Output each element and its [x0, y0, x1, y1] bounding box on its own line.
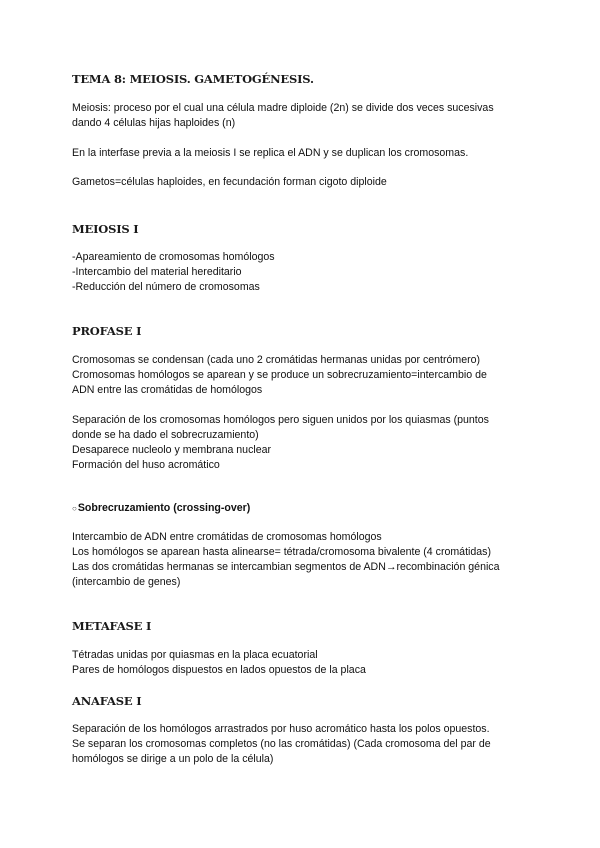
text-line: homólogos se dirige a un polo de la célula) — [72, 753, 274, 765]
intro-line-2: dando 4 células hijas haploides (n) — [72, 117, 236, 129]
text-line: Cromosomas homólogos se aparean y se produce un sobrecruzamiento=intercambio de — [72, 369, 487, 381]
metafase-i-heading: METAFASE I — [72, 619, 152, 633]
sobrecruzamiento-paragraph — [72, 530, 500, 590]
text-line: Separación de los homólogos arrastrados por huso acromático hasta los polos opuestos. — [72, 723, 490, 735]
text-line: (intercambio de genes) — [72, 576, 181, 588]
list-item: -Intercambio del material hereditario — [72, 266, 242, 278]
text-line: Formación del huso acromático — [72, 459, 220, 471]
anafase-i-paragraph — [72, 722, 491, 767]
text-line: Separación de los cromosomas homólogos pero siguen unidos por los quiasmas (puntos — [72, 414, 489, 426]
text-line: Intercambio de ADN entre cromátidas de cromosomas homólogos — [72, 531, 382, 543]
meiosis-i-list — [72, 250, 275, 295]
text-line: Tétradas unidas por quiasmas en la placa ecuatorial — [72, 649, 318, 661]
text-line: Desaparece nucleolo y membrana nuclear — [72, 444, 272, 456]
intro-line-4: Gametos=células haploides, en fecundación forman cigoto diploide — [72, 176, 387, 188]
intro-paragraph — [72, 101, 494, 131]
list-item: -Reducción del número de cromosomas — [72, 281, 260, 293]
sobrecruzamiento-heading — [72, 502, 250, 514]
text-line: Los homólogos se aparean hasta alinearse= tétrada/cromosoma bivalente (4 cromátidas) — [72, 546, 491, 558]
text-line: Se separan los cromosomas completos (no las cromátidas) (Cada cromosoma del par de — [72, 738, 491, 750]
page-title: TEMA 8: MEIOSIS. GAMETOGÉNESIS. — [72, 72, 314, 86]
intro-line-3: En la interfase previa a la meiosis I se replica el ADN y se duplican los cromosomas. — [72, 147, 469, 159]
anafase-i-heading: ANAFASE I — [72, 694, 142, 708]
circle-bullet-icon: ○ — [72, 504, 77, 513]
list-item: -Apareamiento de cromosomas homólogos — [72, 251, 275, 263]
text-line: Cromosomas se condensan (cada uno 2 cromátidas hermanas unidas por centrómero) — [72, 354, 481, 366]
intro-line-1: Meiosis: proceso por el cual una célula madre diploide (2n) se divide dos veces sucesivas — [72, 102, 494, 114]
metafase-i-paragraph — [72, 648, 366, 678]
profase-i-paragraph-b — [72, 413, 489, 473]
profase-i-heading: PROFASE I — [72, 324, 142, 338]
text-line: donde se ha dado el sobrecruzamiento) — [72, 429, 259, 441]
text-line: Las dos cromátidas hermanas se intercambian segmentos de ADN→recombinación génica — [72, 561, 500, 573]
meiosis-i-heading: MEIOSIS I — [72, 222, 139, 236]
text-line: Pares de homólogos dispuestos en lados opuestos de la placa — [72, 664, 366, 676]
profase-i-paragraph-a — [72, 353, 487, 398]
gametos-paragraph — [72, 175, 387, 190]
interfase-paragraph — [72, 146, 468, 161]
text-line: ADN entre las cromátidas de homólogos — [72, 384, 263, 396]
sobrecruzamiento-title: Sobrecruzamiento (crossing-over) — [77, 502, 251, 514]
